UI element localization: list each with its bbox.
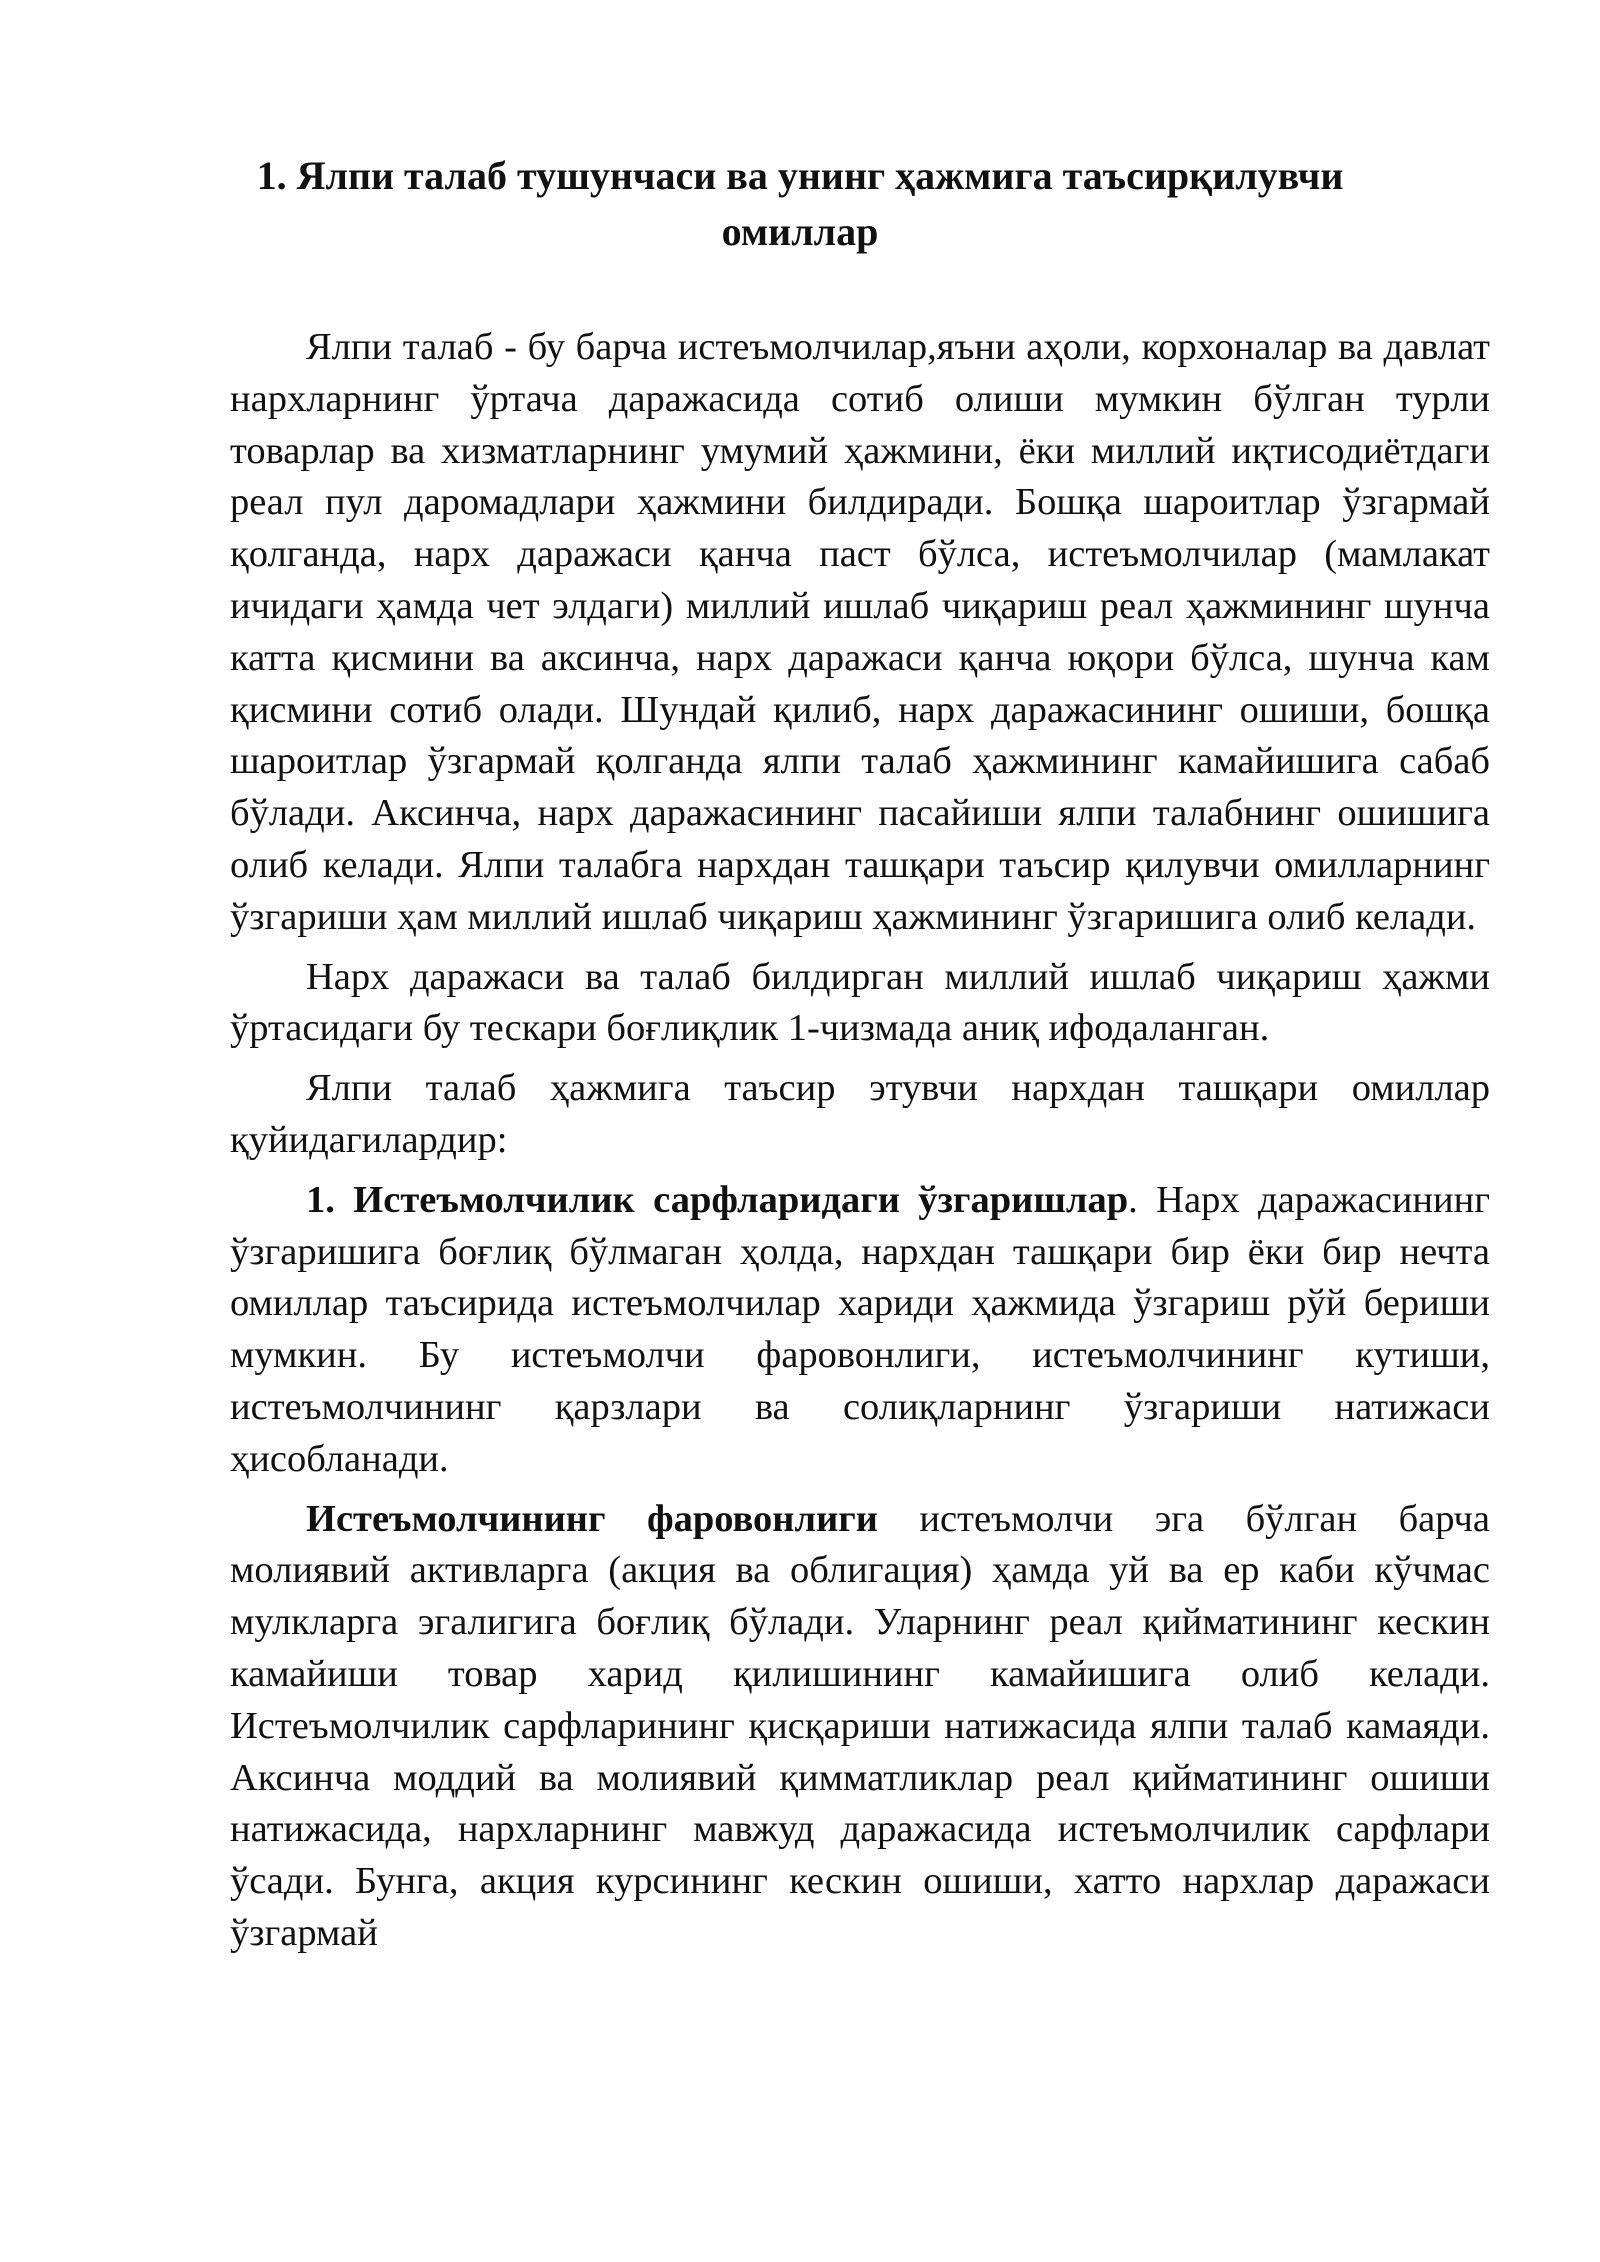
paragraph-factors-intro <box>230 1063 1490 1167</box>
paragraph-inverse-relation <box>230 952 1490 1056</box>
paragraph-text: . Нарх даражасининг ўзгаришига боғлиқ бўлмаган ҳолда, нархдан ташқари бир ёки бир нечта омиллар таъсирида истеъмолчилар хариди ҳажмида ўзгариш рўй бериши мумкин. Бу истеъмолчи фаровонлиги, истеъмолчининг кутиши, истеъмолчининг қарзлари ва солиқларнинг ўзгариши натижаси ҳисобланади. <box>230 1178 1491 1480</box>
paragraph-consumer-spending <box>230 1175 1490 1486</box>
paragraph-text: Ялпи талаб ҳажмига таъсир этувчи нархдан ташқари омиллар қуйидагилардир: <box>230 1067 1490 1161</box>
section-heading: 1. Ялпи талаб тушунчаси ва унинг ҳажмига таъсирқилувчи омиллар <box>256 153 1344 254</box>
paragraph-text: истеъмолчи эга бўлган барча молиявий активларга (акция ва облигация) ҳамда уй ва ер каби кўчмас мулкларга эгалигига боғлиқ бўлади. Уларнинг реал қийматининг кескин камайиши товар харид қилишининг камайишига олиб келади. Истеъмолчилик сарфларининг қисқариши натижасида ялпи талаб камаяди. Аксинча моддий ва молиявий қимматликлар реал қийматининг ошиши натижасида, нархларнинг мавжуд даражасида истеъмолчилик сарфлари ўсади. Бунга, акция курсининг кескин ошиши, хатто нархлар даражаси ўзгармай <box>230 1497 1491 1954</box>
body-text <box>230 322 1490 1960</box>
paragraph-text: Ялпи талаб - бу барча истеъмолчилар,яъни аҳоли, корхоналар ва давлат нархларнинг ўртача даражасида сотиб олиши мумкин бўлган турли товарлар ва хизматларнинг умумий ҳажмини, ёки миллий иқтисодиётдаги реал пул даромадлари ҳажмини билдиради. Бошқа шароитлар ўзгармай қолганда, нарх даражаси қанча паст бўлса, истеъмолчилар (мамлакат ичидаги ҳамда чет элдаги) миллий ишлаб чиқариш реал ҳажмининг шунча катта қисмини ва аксинча, нарх даражаси қанча юқори бўлса, шунча кам қисмини сотиб олади. Шундай қилиб, нарх даражасининг ошиши, бошқа шароитлар ўзгармай қолганда ялпи талаб ҳажмининг камайишига сабаб бўлади. Аксинча, нарх даражасининг пасайиши ялпи талабнинг ошишига олиб келади. Ялпи талабга нархдан ташқари таъсир қилувчи омилларнинг ўзгариши ҳам миллий ишлаб чиқариш ҳажмининг ўзгаришига олиб келади. <box>230 326 1490 938</box>
paragraph-lead: Истеъмолчининг фаровонлиги <box>306 1497 878 1540</box>
paragraph-definition <box>230 322 1490 944</box>
paragraph-lead: 1. Истеъмолчилик сарфларидаги ўзгаришлар <box>306 1178 1129 1221</box>
paragraph-consumer-wealth <box>230 1494 1490 1960</box>
paragraph-text: Нарх даражаси ва талаб билдирган миллий ишлаб чиқариш ҳажми ўртасидаги бу тескари боғлиқлик 1-чизмада аниқ ифодаланган. <box>230 955 1490 1050</box>
